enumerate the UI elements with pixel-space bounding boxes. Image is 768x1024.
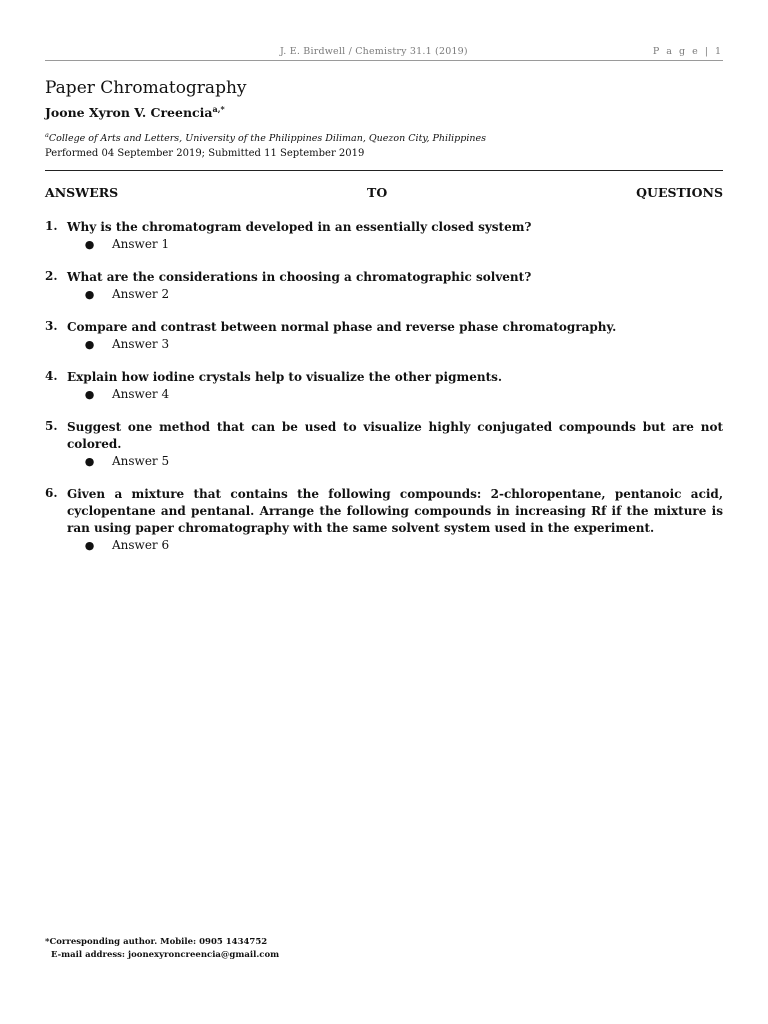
question-item	[45, 419, 723, 470]
answer-text: Answer 6	[112, 538, 170, 552]
answer-text: Answer 1	[112, 237, 170, 251]
footnote	[45, 936, 279, 962]
question-number: 4.	[45, 369, 58, 383]
answer-text: Answer 3	[112, 337, 170, 351]
bullet-icon: ●	[84, 238, 95, 251]
footnote-corresponding-author: *Corresponding author. Mobile: 0905 1434752	[45, 937, 268, 947]
footnote-email: E-mail address: joonexyroncreencia@gmail.com	[51, 950, 280, 960]
bullet-icon: ●	[84, 539, 95, 552]
author-name: Joone Xyron V. Creencia	[45, 105, 213, 121]
section-heading-word-1: ANSWERS	[45, 185, 119, 200]
dates-line: Performed 04 September 2019; Submitted 11 September 2019	[45, 148, 365, 159]
question-number: 1.	[45, 219, 58, 233]
answer-text: Answer 5	[112, 454, 170, 468]
bullet-icon: ●	[84, 288, 95, 301]
answer-item	[67, 453, 723, 470]
question-number: 3.	[45, 319, 58, 333]
answer-item	[67, 537, 723, 554]
section-divider	[45, 170, 723, 171]
question-text: Why is the chromatogram developed in an essentially closed system?	[67, 220, 532, 234]
bullet-icon: ●	[84, 388, 95, 401]
question-list	[45, 219, 723, 570]
question-text: Compare and contrast between normal phase and reverse phase chromatography.	[67, 320, 617, 334]
question-item	[45, 219, 723, 253]
section-heading	[45, 185, 723, 200]
page-number: P a g e | 1	[652, 46, 723, 57]
section-heading-word-3: QUESTIONS	[636, 185, 723, 200]
affiliation	[45, 131, 486, 144]
bullet-icon: ●	[84, 338, 95, 351]
section-heading-word-2: TO	[367, 185, 388, 200]
question-text: Given a mixture that contains the following compounds: 2-chloropentane, pentanoic acid, cyclopentane and pentanal. Arrange the following compounds in increasing Rf if the mixture is ran using paper chromatography with the same solvent system used in the experiment.	[67, 487, 723, 535]
question-item	[45, 319, 723, 353]
answer-item	[67, 236, 723, 253]
affiliation-mark: a	[45, 131, 49, 139]
question-number: 5.	[45, 419, 58, 433]
question-number: 2.	[45, 269, 58, 283]
author-marks: a,*	[212, 104, 225, 114]
question-text: Explain how iodine crystals help to visualize the other pigments.	[67, 370, 503, 384]
header-rule	[45, 60, 723, 61]
question-item	[45, 486, 723, 554]
document-title: Paper Chromatography	[45, 78, 247, 98]
affiliation-text: College of Arts and Letters, University of the Philippines Diliman, Quezon City, Philippines	[48, 133, 486, 145]
answer-item	[67, 336, 723, 353]
bullet-icon: ●	[84, 455, 95, 468]
running-title: J. E. Birdwell / Chemistry 31.1 (2019)	[280, 46, 468, 57]
answer-item	[67, 386, 723, 403]
question-item	[45, 269, 723, 303]
question-item	[45, 369, 723, 403]
answer-text: Answer 4	[112, 387, 170, 401]
answer-text: Answer 2	[112, 287, 170, 301]
author-line	[45, 104, 225, 120]
answer-item	[67, 286, 723, 303]
question-text: Suggest one method that can be used to visualize highly conjugated compounds but are not colored.	[67, 420, 723, 451]
question-text: What are the considerations in choosing a chromatographic solvent?	[67, 270, 532, 284]
question-number: 6.	[45, 486, 58, 500]
